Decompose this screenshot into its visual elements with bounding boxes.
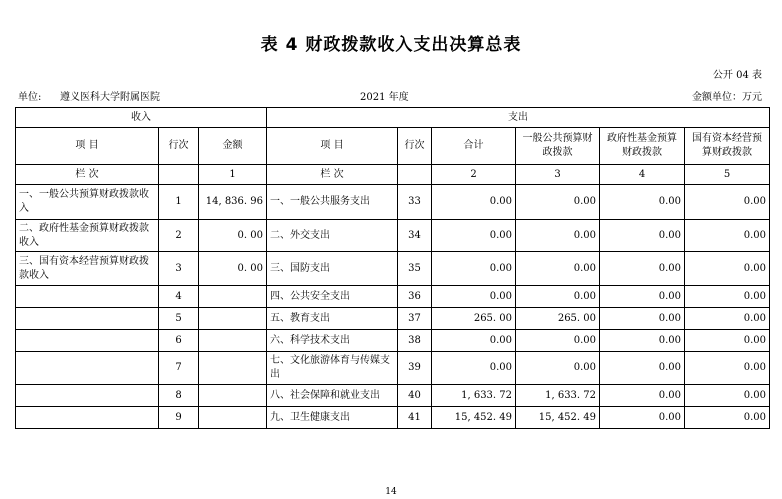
unit-label: 单位: [18, 92, 42, 103]
gov-fund-cell: 0.00 [600, 252, 685, 286]
income-item-cell [16, 286, 159, 308]
gov-fund-cell: 0.00 [600, 185, 685, 220]
expense-item-cell: 三、国防支出 [267, 252, 398, 286]
col-4-number: 4 [600, 165, 685, 185]
income-section-header: 收入 [16, 108, 267, 128]
expense-total-cell: 15, 452. 49 [432, 407, 516, 429]
state-capital-cell: 0.00 [685, 220, 770, 252]
income-amount-cell: 0. 00 [199, 252, 267, 286]
income-item-header [16, 128, 159, 165]
income-line-cell: 1 [159, 185, 199, 220]
expense-total-cell: 0.00 [432, 185, 516, 220]
expense-total-cell: 265. 00 [432, 308, 516, 330]
income-column-label: 栏 次 [16, 165, 159, 185]
general-budget-cell: 0.00 [516, 220, 600, 252]
expense-line-cell: 34 [398, 220, 432, 252]
general-budget-cell: 0.00 [516, 352, 600, 385]
income-line-cell: 8 [159, 385, 199, 407]
expense-total-cell: 0.00 [432, 286, 516, 308]
income-line-cell: 9 [159, 407, 199, 429]
expense-total-cell: 0.00 [432, 352, 516, 385]
general-budget-cell: 265. 00 [516, 308, 600, 330]
table-row [16, 308, 770, 330]
income-amount-cell [199, 330, 267, 352]
income-item-cell: 二、政府性基金预算财政拨款收入 [16, 220, 159, 252]
col-1-number: 1 [199, 165, 267, 185]
expense-line-cell: 33 [398, 185, 432, 220]
general-budget-cell: 0.00 [516, 330, 600, 352]
unit-name: 遵义医科大学附属医院 [60, 92, 160, 103]
expense-line-cell: 41 [398, 407, 432, 429]
table-row [16, 252, 770, 286]
income-amount-cell [199, 385, 267, 407]
expense-total-cell: 1, 633. 72 [432, 385, 516, 407]
income-item-cell [16, 330, 159, 352]
expense-item-cell: 五、教育支出 [267, 308, 398, 330]
gov-fund-cell: 0.00 [600, 286, 685, 308]
form-number: 公开 04 表 [712, 70, 762, 81]
state-capital-cell: 0.00 [685, 185, 770, 220]
page-number: 14 [385, 487, 397, 497]
expense-line-header: 行次 [398, 128, 432, 165]
expense-section-header: 支出 [267, 108, 770, 128]
header-row-columns [16, 128, 770, 165]
table-row [16, 286, 770, 308]
income-line-cell: 2 [159, 220, 199, 252]
income-line-cell: 4 [159, 286, 199, 308]
expense-item-header: 项 目 [267, 128, 398, 165]
expense-total-header: 合计 [432, 128, 516, 165]
income-amount-cell [199, 352, 267, 385]
expense-line-col-number [398, 165, 432, 185]
expense-item-cell: 一、一般公共服务支出 [267, 185, 398, 220]
expense-item-cell: 九、卫生健康支出 [267, 407, 398, 429]
income-amount-cell: 0. 00 [199, 220, 267, 252]
income-line-cell: 6 [159, 330, 199, 352]
table-row [16, 220, 770, 252]
income-item-cell: 一、一般公共预算财政拨款收入 [16, 185, 159, 220]
gov-fund-cell: 0.00 [600, 330, 685, 352]
col-2-number: 2 [432, 165, 516, 185]
income-amount-cell [199, 286, 267, 308]
gov-fund-cell: 0.00 [600, 352, 685, 385]
income-line-col-number [159, 165, 199, 185]
expense-line-cell: 39 [398, 352, 432, 385]
money-unit: 金额单位：万元 [692, 92, 762, 103]
column-number-row [16, 165, 770, 185]
income-amount-cell [199, 308, 267, 330]
gov-fund-cell: 0.00 [600, 308, 685, 330]
expense-item-cell: 八、社会保障和就业支出 [267, 385, 398, 407]
income-amount-cell [199, 407, 267, 429]
state-capital-cell: 0.00 [685, 308, 770, 330]
expense-line-cell: 35 [398, 252, 432, 286]
expense-line-cell: 37 [398, 308, 432, 330]
expense-line-cell: 40 [398, 385, 432, 407]
state-capital-cell: 0.00 [685, 407, 770, 429]
budget-summary-table [15, 107, 770, 429]
expense-item-cell: 七、文化旅游体育与传媒支出 [267, 352, 398, 385]
col-5-number: 5 [685, 165, 770, 185]
state-capital-header: 国有资本经营预算财政拨款 [685, 128, 770, 165]
gov-fund-cell: 0.00 [600, 385, 685, 407]
col-3-number: 3 [516, 165, 600, 185]
state-capital-cell: 0.00 [685, 286, 770, 308]
table-row [16, 352, 770, 385]
income-item-cell [16, 385, 159, 407]
expense-total-cell: 0.00 [432, 330, 516, 352]
expense-total-cell: 0.00 [432, 252, 516, 286]
expense-item-cell: 二、外交支出 [267, 220, 398, 252]
income-line-header: 行次 [159, 128, 199, 165]
general-budget-cell: 1, 633. 72 [516, 385, 600, 407]
general-budget-cell: 0.00 [516, 185, 600, 220]
expense-column-label: 栏 次 [267, 165, 398, 185]
income-line-cell: 3 [159, 252, 199, 286]
general-budget-cell: 15, 452. 49 [516, 407, 600, 429]
fiscal-year: 2021 年度 [360, 92, 409, 103]
expense-line-cell: 38 [398, 330, 432, 352]
table-row [16, 407, 770, 429]
income-item-cell: 三、国有资本经营预算财政拨款收入 [16, 252, 159, 286]
table-title: 表 4 财政拨款收入支出决算总表 [260, 35, 522, 55]
state-capital-cell: 0.00 [685, 252, 770, 286]
income-item-cell [16, 352, 159, 385]
state-capital-cell: 0.00 [685, 352, 770, 385]
expense-line-cell: 36 [398, 286, 432, 308]
general-budget-cell: 0.00 [516, 286, 600, 308]
expense-item-cell: 六、科学技术支出 [267, 330, 398, 352]
expense-item-cell: 四、公共安全支出 [267, 286, 398, 308]
table-row [16, 330, 770, 352]
income-item-cell [16, 308, 159, 330]
expense-total-cell: 0.00 [432, 220, 516, 252]
general-budget-cell: 0.00 [516, 252, 600, 286]
income-amount-header: 金额 [199, 128, 267, 165]
income-line-cell: 5 [159, 308, 199, 330]
state-capital-cell: 0.00 [685, 385, 770, 407]
header-row-sections [16, 108, 770, 128]
table-row [16, 185, 770, 220]
gov-fund-cell: 0.00 [600, 407, 685, 429]
income-amount-cell: 14, 836. 96 [199, 185, 267, 220]
income-line-cell: 7 [159, 352, 199, 385]
income-item-header-text: 项 目 [75, 140, 99, 151]
table-body [16, 108, 770, 429]
general-budget-header: 一般公共预算财政拨款 [516, 128, 600, 165]
income-item-cell [16, 407, 159, 429]
state-capital-cell: 0.00 [685, 330, 770, 352]
gov-fund-header: 政府性基金预算财政拨款 [600, 128, 685, 165]
gov-fund-cell: 0.00 [600, 220, 685, 252]
table-row [16, 385, 770, 407]
